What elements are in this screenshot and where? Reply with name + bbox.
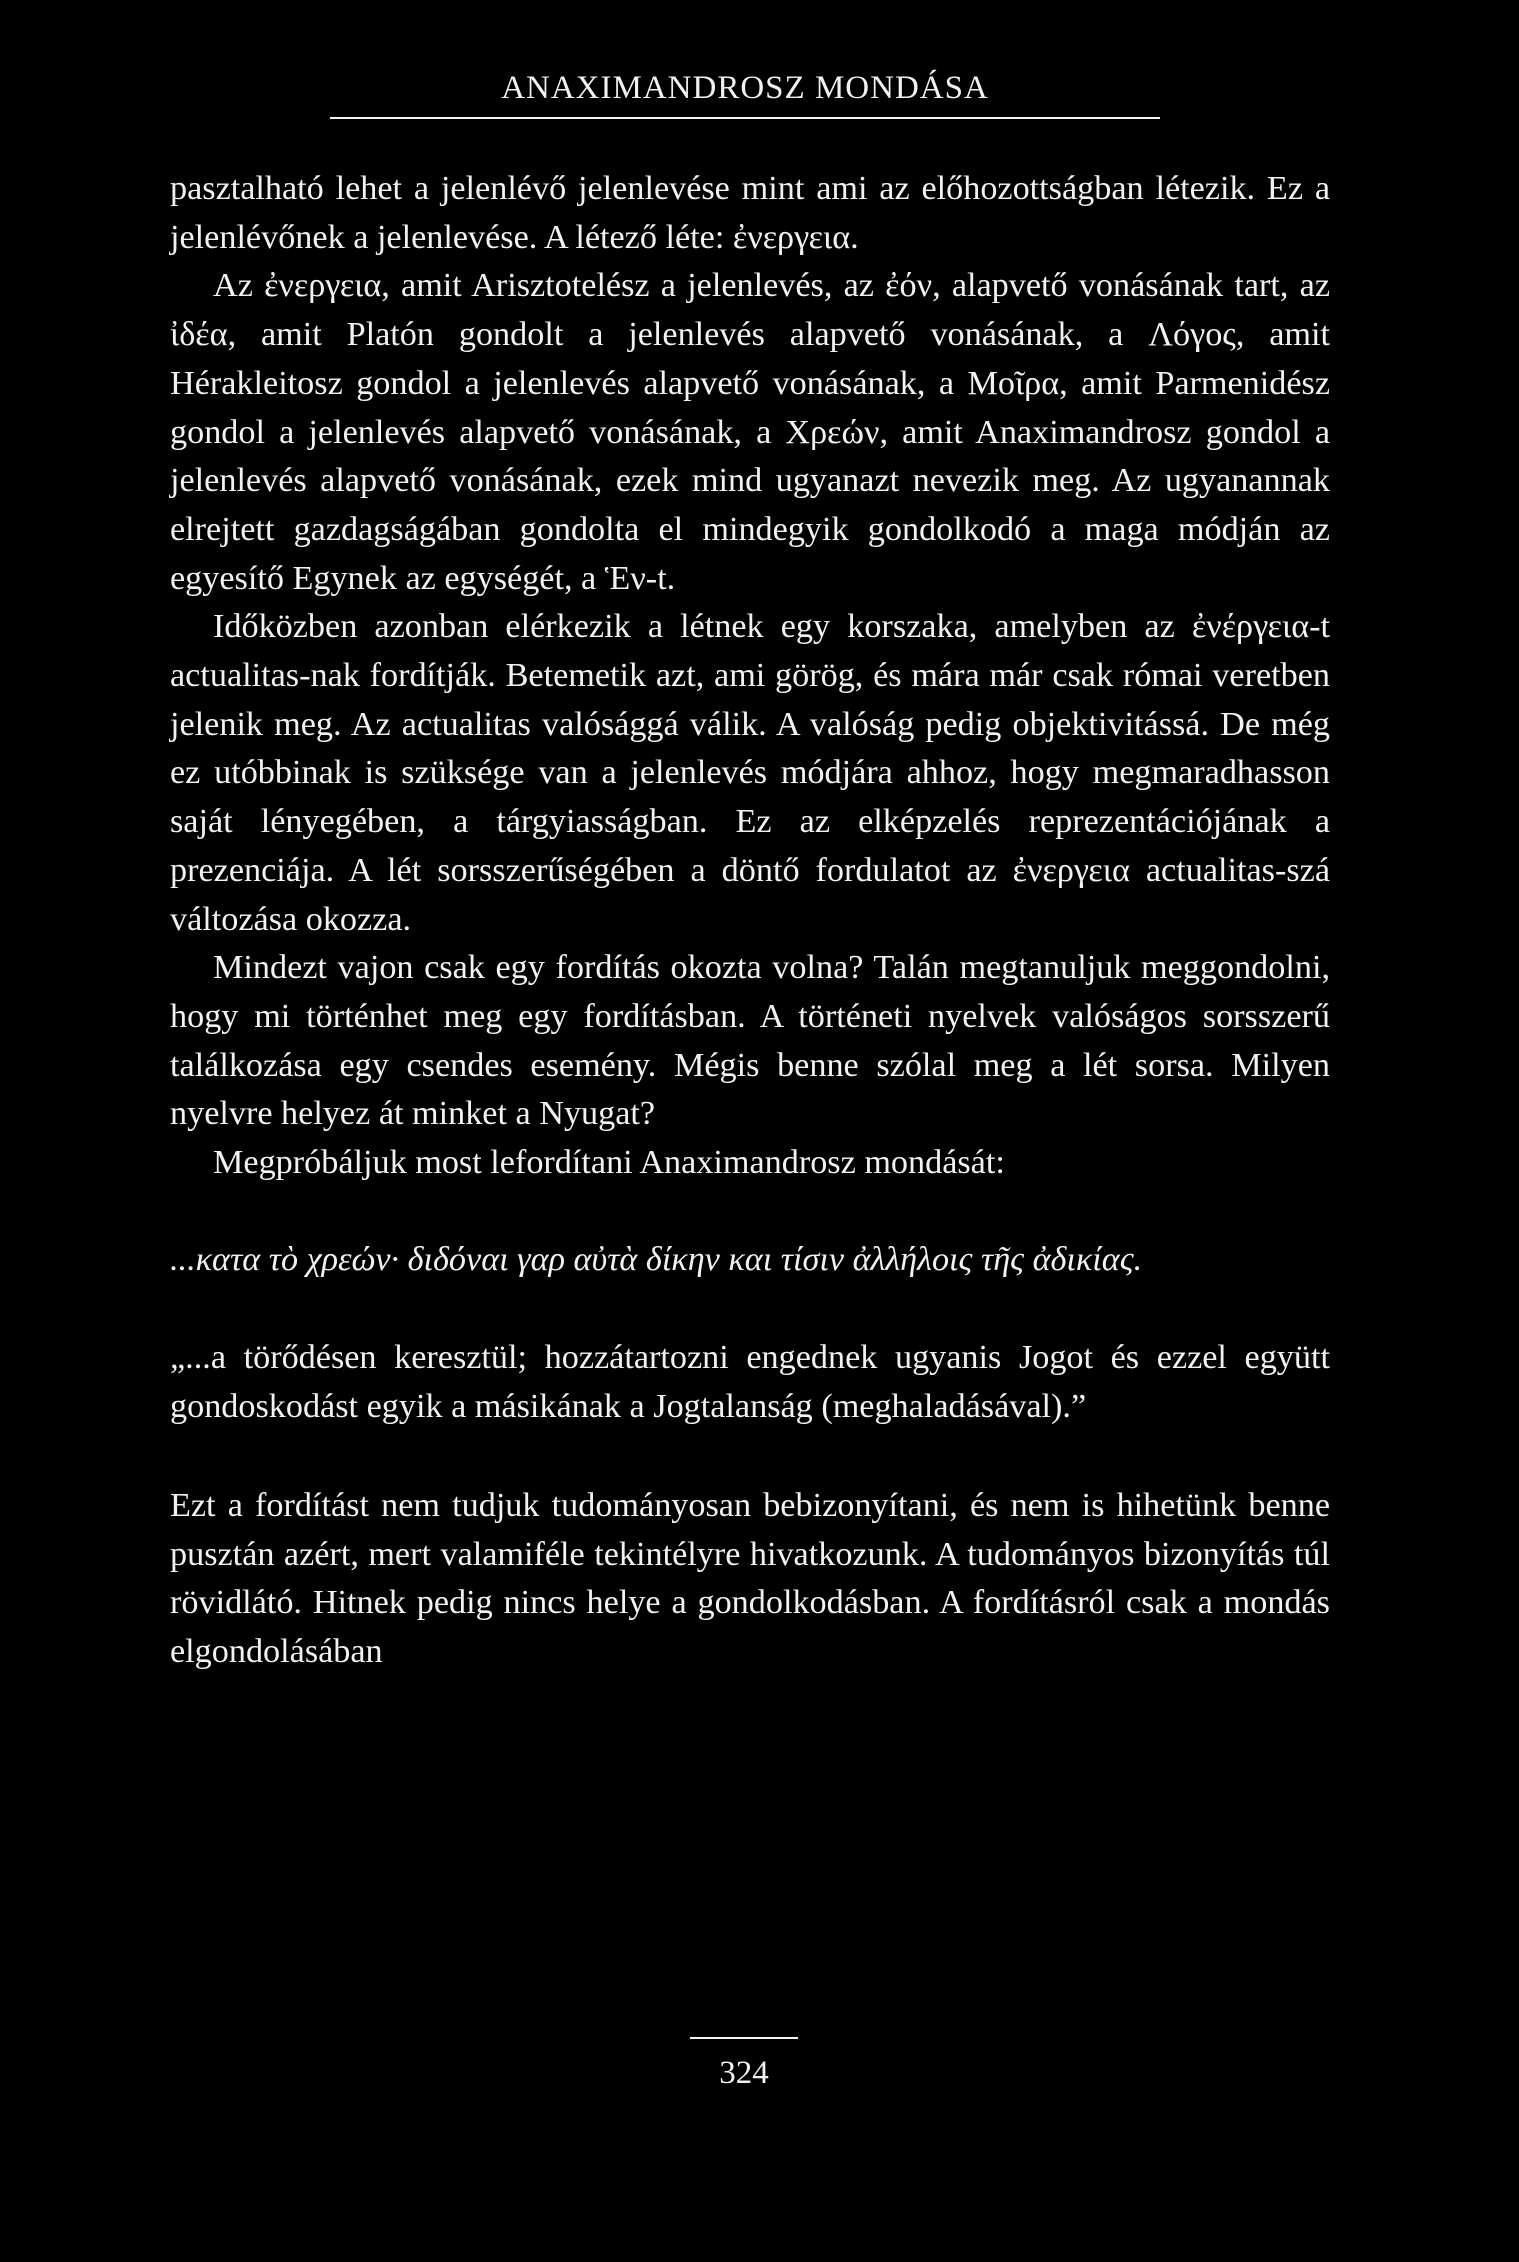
hungarian-translation-quotation: „...a törődésen keresztül; hozzátartozni engednek ugyanis Jogot és ezzel együtt gondoskodást egyik a másikának a Jogtalanság (meghaladásával).” bbox=[170, 1339, 1330, 1426]
footer-rule bbox=[690, 2037, 798, 2039]
main-text bbox=[170, 165, 1330, 1188]
closing-paragraph: Ezt a fordítást nem tudjuk tudományosan bebizonyítani, és nem is hihetünk benne pusztán azért, mert valamiféle tekintélyre hivatkozunk. A tudományos bizonyítás túl rövidlátó. Hitnek pedig nincs helye a gondolkodásban. A fordításról csak a mondás elgondolásában bbox=[170, 1486, 1330, 1670]
greek-quotation: ...κατα τὸ χρεών· διδόναι γαρ αὐτὰ δίκην και τίσιν ἀλλήλοις τῆς ἀδικίας. bbox=[170, 1240, 1143, 1278]
paragraph-attempt-translation: Megpróbáljuk most lefordítani Anaximandrosz mondását: bbox=[213, 1144, 1005, 1182]
paragraph-continued: pasztalható lehet a jelenlévő jelenlevése mint ami az előhozottságban létezik. Ez a jelenlévőnek a jelenlevése. A létező léte: ἐνεργεια. bbox=[170, 170, 1330, 256]
paragraph-translation-question: Mindezt vajon csak egy fordítás okozta volna? Talán megtanuljuk meggondolni, hogy mi történhet meg egy fordításban. A történeti nyelvek valóságos sorsszerű találkozása egy csendes esemény. Mégis benne szólal meg a lét sorsa. Milyen nyelvre helyez át minket a Nyugat? bbox=[170, 949, 1330, 1133]
page-number: 324 bbox=[719, 2055, 769, 2091]
paragraph-energeia: Az ἐνεργεια, amit Arisztotelész a jelenlevés, az ἐόν, alapvető vonásának tart, az ἰδέα, amit Platón gondolt a jelenlevés alapvető vonásának, a Λόγος, amit Hérakleitosz gondol a jelenlevés alapvető vonásának, a Μοῖρα, amit Parmenidész gondol a jelenlevés alapvető vonásának, a Χρεών, amit Anaximandrosz gondol a jelenlevés alapvető vonásának, ezek mind ugyanazt nevezik meg. Az ugyanannak elrejtett gazdagságában gondolta el mindegyik gondolkodó a maga módján az egyesítő Egynek az egységét, a Ἑν-t. bbox=[170, 267, 1330, 597]
paragraph-actualitas: Időközben azonban elérkezik a létnek egy korszaka, amelyben az ἐνέργεια-t actualitas-nak fordítják. Betemetik azt, ami görög, és mára már csak római veretben jelenik meg. Az actualitas valósággá válik. A valóság pedig objektivitássá. De még ez utóbbinak is szüksége van a jelenlevés módjára ahhoz, hogy megmaradhasson saját lényegében, a tárgyiasságban. Ez az elképzelés reprezentációjának a prezenciája. A lét sorsszerűségében a döntő fordulatot az ἐνεργεια actualitas-szá változása okozza. bbox=[170, 608, 1330, 938]
running-head: ANAXIMANDROSZ MONDÁSA bbox=[330, 70, 1160, 119]
book-page bbox=[170, 70, 1330, 2210]
